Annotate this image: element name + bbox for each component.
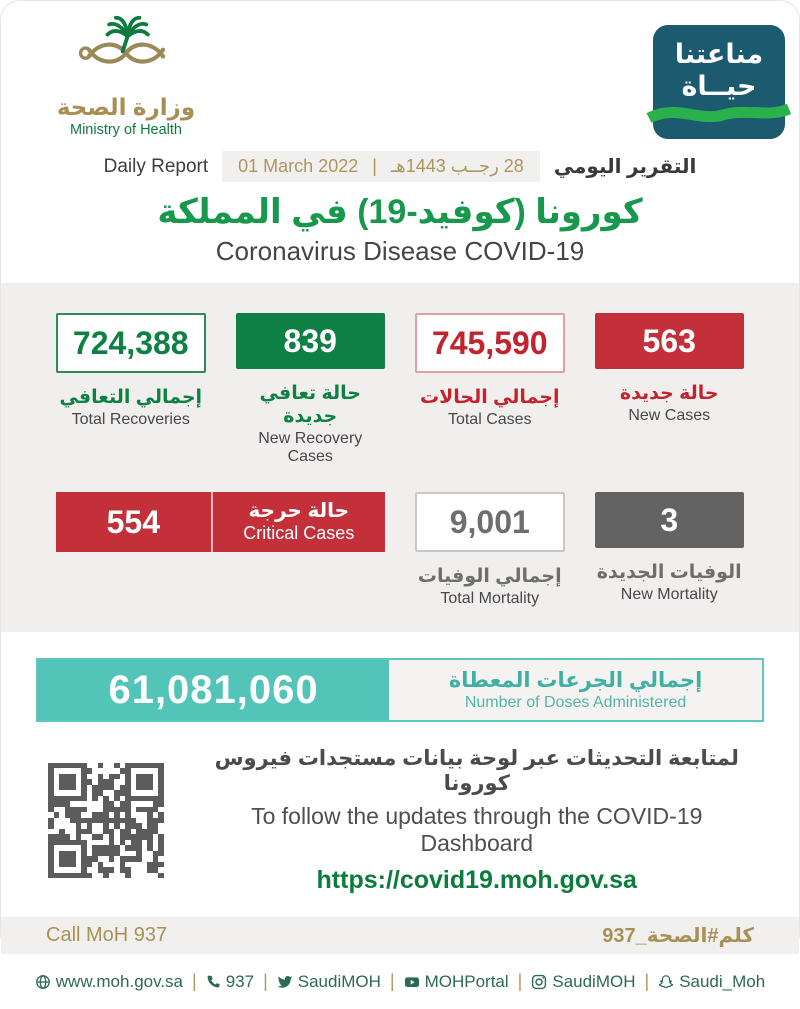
total-mortality-label-ar: إجمالي الوفيات: [417, 566, 562, 587]
dashboard-section: [1, 722, 799, 911]
total-mortality-label-en: Total Mortality: [440, 590, 540, 607]
footer-item-instagram[interactable]: [531, 972, 635, 992]
footer-label-twitter: SaudiMOH: [297, 971, 381, 991]
new-cases-value: 563: [595, 313, 745, 369]
doses-value: 61,081,060: [38, 660, 389, 720]
footer-separator: |: [517, 971, 523, 991]
stat-new-mortality: [595, 492, 745, 608]
stat-new-cases: [595, 313, 745, 466]
critical-cases-label-ar: حالة حرجة: [248, 500, 350, 523]
immunity-campaign-badge: [653, 25, 785, 139]
header: [1, 1, 799, 147]
youtube-icon: [404, 974, 420, 990]
footer-item-phone[interactable]: [206, 972, 254, 992]
report-bar: [1, 151, 799, 182]
footer-separator: |: [192, 971, 197, 991]
hashtag-label: كلم#الصحة_937: [602, 925, 754, 947]
page-title-arabic: كورونا (كوفيد-19) في المملكة: [157, 193, 643, 231]
total-recoveries-label-ar: إجمالي التعافي: [59, 387, 203, 408]
stat-total-cases: [415, 313, 565, 466]
footer-label-phone: 937: [225, 971, 255, 991]
footer-social-bar: [1, 954, 799, 1009]
doses-label-ar: إجمالي الجرعات المعطاة: [448, 669, 703, 692]
stat-critical-cases: [56, 492, 385, 552]
footer-label-youtube: MOHPortal: [424, 971, 509, 991]
total-recoveries-label-en: Total Recoveries: [71, 411, 190, 428]
total-cases-value: 745,590: [415, 313, 565, 373]
new-mortality-label-ar: الوفيات الجديدة: [596, 562, 742, 583]
new-mortality-value: 3: [595, 492, 745, 548]
new-recovery-cases-label-ar: حالة تعافي جديدة: [259, 383, 361, 427]
instagram-icon: [531, 974, 547, 990]
footer-item-youtube[interactable]: [404, 972, 509, 992]
critical-cases-label-en: Critical Cases: [243, 523, 355, 544]
footer-item-snapchat[interactable]: [658, 972, 765, 992]
new-cases-label-ar: حالة جديدة: [619, 383, 719, 404]
logo-title-arabic: وزارة الصحة: [56, 94, 196, 120]
new-recovery-cases-value: 839: [236, 313, 386, 369]
phone-icon: [206, 974, 221, 989]
footer-separator: |: [263, 971, 268, 991]
total-cases-label-en: Total Cases: [447, 411, 532, 428]
hotline-strip: [1, 917, 799, 954]
total-recoveries-value: 724,388: [56, 313, 206, 373]
badge-line-1: مناعتنا: [674, 39, 764, 69]
stat-total-recoveries: [56, 313, 206, 466]
critical-cases-value: 554: [56, 492, 211, 552]
wave-icon: [653, 96, 785, 135]
new-mortality-label-en: New Mortality: [620, 586, 718, 603]
twitter-icon: [277, 974, 293, 990]
doses-administered-bar: [36, 658, 764, 722]
badge-line-2: حيــاة: [681, 71, 757, 102]
logo-title-english: Ministry of Health: [69, 122, 182, 138]
dashboard-note-ar: لمتابعة التحديثات عبر لوحة بيانات مستجدات فيروس كورونا: [214, 747, 739, 795]
qr-code: [46, 761, 166, 881]
footer-label-website: www.moh.gov.sa: [55, 971, 184, 991]
dashboard-url-link[interactable]: https://covid19.moh.gov.sa: [316, 866, 637, 894]
stat-new-recovery-cases: [236, 313, 386, 466]
report-dates-box: [222, 151, 540, 182]
footer-separator: |: [644, 971, 650, 991]
dashboard-note-en: To follow the updates through the COVID-19 Dashboard: [251, 803, 703, 856]
moh-logo: [51, 11, 201, 138]
snapchat-icon: [658, 974, 674, 990]
footer-label-instagram: SaudiMOH: [552, 971, 636, 991]
footer-separator: |: [389, 971, 395, 991]
daily-report-label-en: Daily Report: [103, 155, 209, 177]
footer-item-twitter[interactable]: [277, 972, 381, 992]
footer-label-snapchat: Saudi_Moh: [679, 971, 766, 991]
palm-and-swords-emblem-icon: [62, 78, 190, 95]
new-recovery-cases-label-en: New Recovery Cases: [258, 430, 363, 465]
total-mortality-value: 9,001: [415, 492, 565, 552]
total-cases-label-ar: إجمالي الحالات: [420, 387, 560, 408]
page-title-english: Coronavirus Disease COVID-19: [215, 236, 585, 266]
date-separator: |: [372, 156, 377, 176]
gregorian-date: 01 March 2022: [238, 156, 359, 176]
hijri-date: 28 رجــب 1443هـ: [390, 156, 524, 176]
call-moh-label: Call MoH 937: [46, 924, 168, 946]
doses-label-en: Number of Doses Administered: [464, 694, 687, 711]
stats-panel: [1, 283, 799, 632]
new-cases-label-en: New Cases: [628, 407, 711, 424]
footer-item-website[interactable]: [35, 972, 183, 992]
daily-report-label-ar: التقرير اليومي: [553, 156, 697, 178]
globe-icon: [35, 974, 51, 990]
stat-total-mortality: [415, 492, 565, 608]
